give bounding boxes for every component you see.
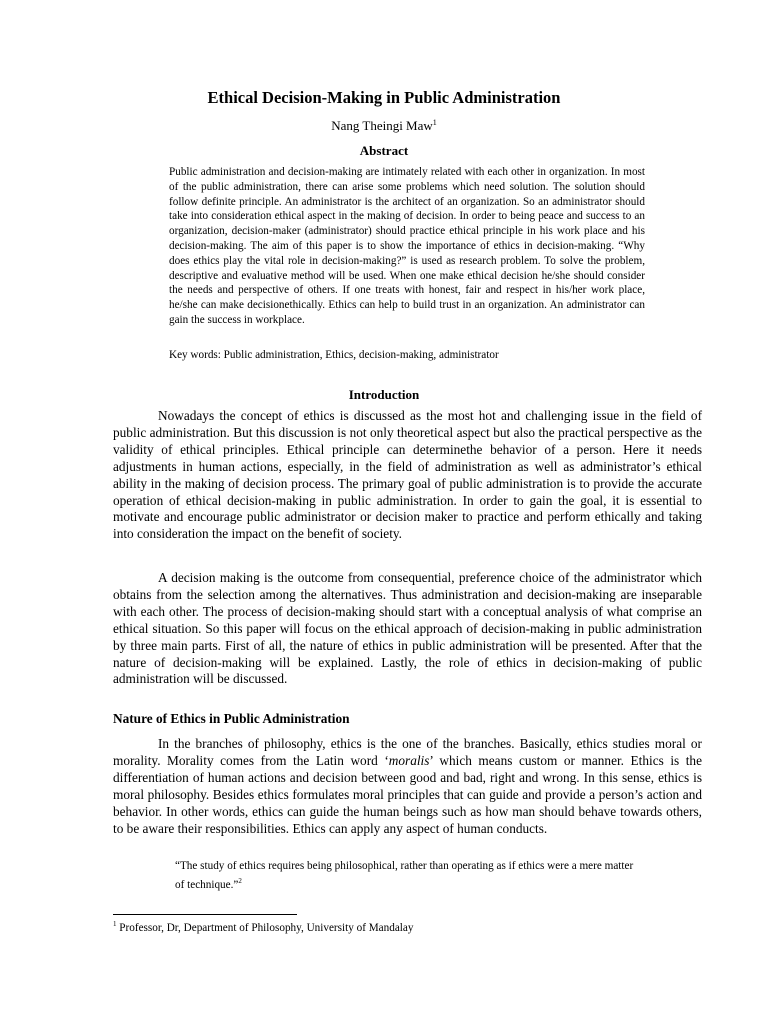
keywords: Key words: Public administration, Ethics, decision-making, administrator — [169, 349, 499, 361]
nature-of-ethics-paragraph — [113, 736, 702, 837]
footnote-text: Professor, Dr, Department of Philosophy, University of Mandalay — [119, 922, 414, 934]
paper-title: Ethical Decision-Making in Public Administration — [207, 88, 561, 107]
footnote-divider — [113, 914, 297, 915]
introduction-paragraph-2: A decision making is the outcome from consequential, preference choice of the administrator which obtains from the selection among the alternatives. Thus administration and decision-making are inseparable with each other. The process of decision-making should start with a conceptual analysis of what comprise an ethical situation. So this paper will focus on the ethical approach of decision-making in public administration by three main parts. First of all, the nature of ethics in public administration will be presented. After that the nature of decision-making will be explained. Lastly, the role of ethics in decision-making of public administration will be discussed. — [113, 570, 702, 687]
nature-text-part-2: ’ which means custom or manner. Ethics is the differentiation of human actions and decision between good and bad, right and wrong. In this sense, ethics is moral philosophy. Besides ethics formulates moral principles that can guide and provide a person’s action and behavior. In other words, ethics can guide the human beings such as how man should behave towards others, to be aware their responsibilities. Ethics can apply any aspect of human conducts. — [113, 752, 702, 836]
abstract-heading: Abstract — [359, 143, 409, 158]
introduction-paragraph-1: Nowadays the concept of ethics is discussed as the most hot and challenging issue in the field of public administration. But this discussion is not only theoretical aspect but also the practical perspective as the validity of ethical principles. Ethical principle can determinethe behavior of a person. Here it needs adjustments in human actions, especially, in the field of administration as well as administrator’s ethical ability in the making of decision process. The primary goal of public administration is to provide the accurate operation of ethical decision-making in public administration. In order to gain the goal, it is essential to motivate and encourage public administrator or decision maker to practice and perform ethically and taking into consideration the impact on the benefit of society. — [113, 408, 702, 542]
nature-text-part-1: In the branches of philosophy, ethics is the one of the branches. Basically, ethics studies moral or morality. Morality comes from the Latin word ‘ — [113, 736, 702, 768]
quote-text: “The study of ethics requires being philosophical, rather than operating as if ethics were a mere matter of technique.” — [175, 860, 634, 891]
author-name: Nang Theingi Maw — [331, 118, 433, 133]
footnote — [113, 920, 413, 934]
footnote-mark: 1 — [113, 920, 117, 928]
author-footnote-mark: 1 — [432, 118, 437, 127]
latin-term: moralis — [388, 752, 430, 768]
introduction-heading: Introduction — [348, 387, 420, 402]
nature-of-ethics-heading: Nature of Ethics in Public Administration — [113, 711, 350, 726]
author-line — [0, 118, 768, 134]
quote-footnote-mark: 2 — [238, 877, 242, 885]
block-quote — [175, 859, 645, 893]
abstract-text: Public administration and decision-making are intimately related with each other in organization. In most of the public administration, there can arise some problems which need solution. The solution should follow definite principle. An administrator is the architect of an organization. So an administrator should take into consideration ethical aspect in the making of decision. In order to being peace and success to an organization, decision-maker (administrator) should practice ethical principle in his work place and his decision-making. The aim of this paper is to show the importance of ethics in decision-making. “Why does ethics play the vital role in decision-making?” is used as research problem. To solve the problem, descriptive and evaluative method will be used. When one make ethical decision he/she should consider the needs and perspective of others. If one treats with honest, fair and respect in his/her work place, he/she can make decisionethically. Ethics can help to build trust in an organization. An administrator can gain the success in workplace. — [169, 166, 645, 326]
